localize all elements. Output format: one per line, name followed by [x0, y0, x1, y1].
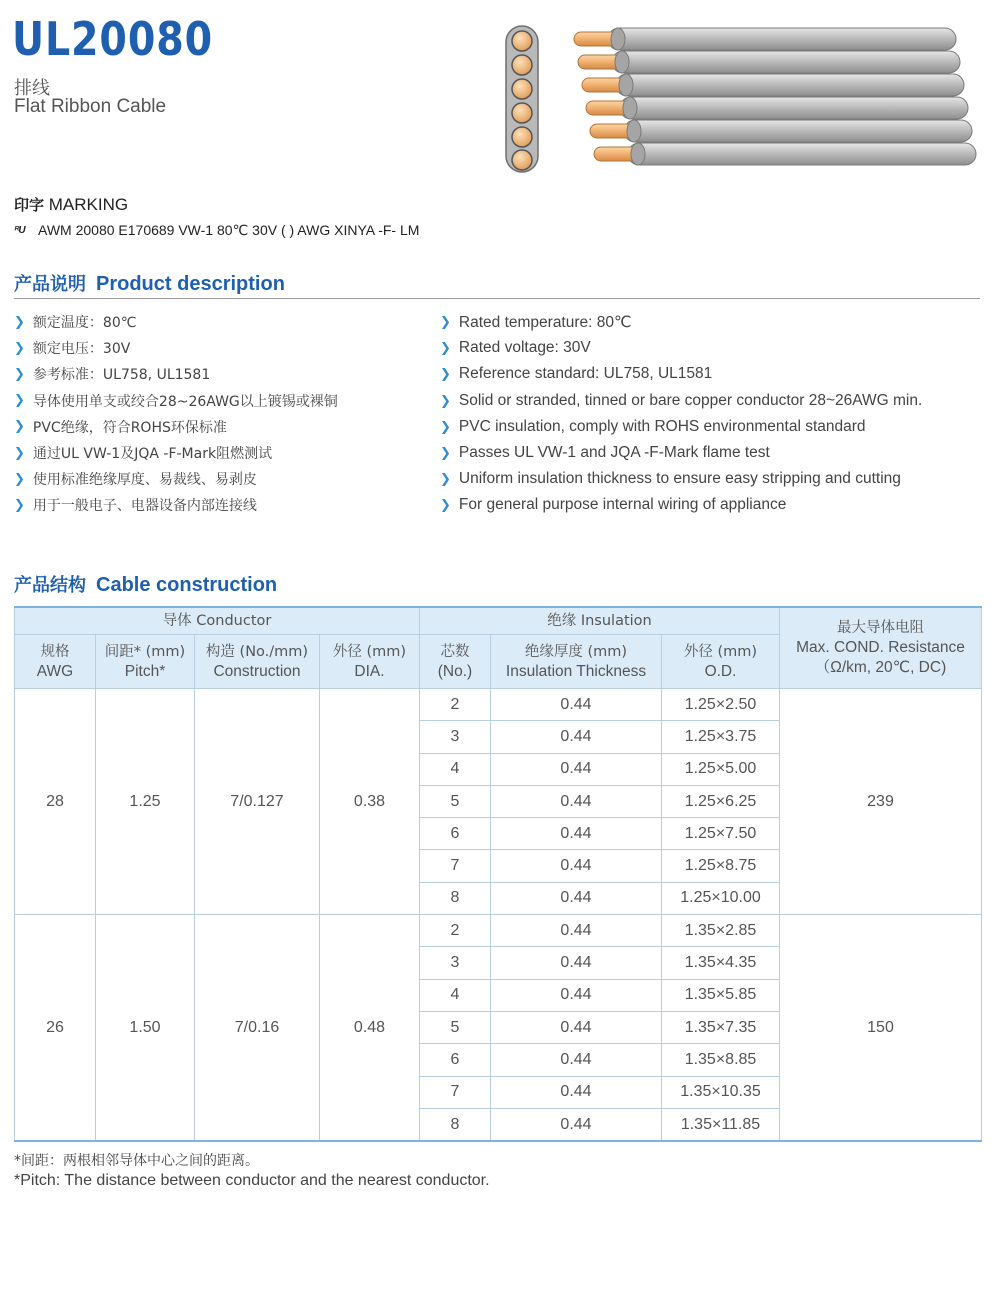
description-item-text: 额定温度：80℃	[32, 315, 137, 332]
cores-cell: 4	[420, 753, 491, 785]
description-item	[440, 361, 922, 387]
description-item	[14, 492, 338, 518]
description-item	[440, 309, 922, 335]
chevron-right-icon: ❯	[440, 392, 451, 408]
od-cell: 1.25×8.75	[662, 850, 780, 882]
description-item	[440, 466, 922, 492]
column-header: 构造 (No./mm) Construction	[195, 635, 320, 689]
column-header: 间距* (mm) Pitch*	[96, 635, 195, 689]
chevron-right-icon: ❯	[440, 445, 451, 461]
cable-cross-section	[506, 26, 538, 172]
description-item-text: For general purpose internal wiring of appliance	[458, 496, 787, 514]
od-cell: 1.35×4.35	[662, 947, 780, 979]
description-item-text: 使用标准绝缘厚度、易裁线、易剥皮	[32, 472, 257, 489]
thickness-cell: 0.44	[491, 1076, 662, 1108]
description-item	[440, 440, 922, 466]
resistance-header: 最大导体电阻 Max. COND. Resistance （Ω/km, 20℃, DC)	[780, 607, 982, 689]
table-row	[15, 689, 982, 721]
description-item-text: Reference standard: UL758, UL1581	[458, 365, 713, 383]
cores-cell: 6	[420, 1044, 491, 1076]
cores-cell: 8	[420, 1108, 491, 1141]
od-cell: 1.25×3.75	[662, 721, 780, 753]
chevron-right-icon: ❯	[14, 419, 25, 435]
chevron-right-icon: ❯	[440, 366, 451, 382]
marking-heading-cn: 印字	[14, 196, 45, 214]
description-list-en	[440, 309, 922, 519]
description-item	[440, 388, 922, 414]
cores-cell: 3	[420, 721, 491, 753]
awg-cell: 26	[15, 915, 96, 1142]
chevron-right-icon: ❯	[14, 445, 25, 461]
construction-table	[14, 606, 982, 1142]
awg-cell: 28	[15, 689, 96, 915]
chevron-right-icon: ❯	[14, 366, 25, 382]
description-item	[440, 492, 922, 518]
marking-heading	[14, 194, 128, 215]
dia-cell: 0.48	[320, 915, 420, 1142]
description-item	[14, 440, 338, 466]
construction-cell: 7/0.16	[195, 915, 320, 1142]
construction-cell: 7/0.127	[195, 689, 320, 915]
product-description-title-en: Product description	[96, 273, 285, 295]
cores-cell: 5	[420, 785, 491, 817]
chevron-right-icon: ❯	[14, 471, 25, 487]
section-divider	[14, 298, 980, 299]
marking-heading-en: MARKING	[48, 195, 129, 214]
cores-cell: 7	[420, 1076, 491, 1108]
subtitle-cn: 排线	[14, 78, 50, 99]
thickness-cell: 0.44	[491, 721, 662, 753]
description-item-text: 用于一般电子、电器设备内部连接线	[32, 498, 257, 515]
thickness-cell: 0.44	[491, 1108, 662, 1141]
model-title: UL20080	[12, 12, 213, 66]
chevron-right-icon: ❯	[440, 471, 451, 487]
thickness-cell: 0.44	[491, 1044, 662, 1076]
description-item	[14, 361, 338, 387]
cores-cell: 8	[420, 882, 491, 914]
conductor-group-header: 导体 Conductor	[15, 607, 420, 635]
chevron-right-icon: ❯	[440, 418, 451, 434]
od-cell: 1.25×6.25	[662, 785, 780, 817]
thickness-cell: 0.44	[491, 689, 662, 721]
thickness-cell: 0.44	[491, 947, 662, 979]
description-item-text: Uniform insulation thickness to ensure easy stripping and cutting	[458, 470, 901, 488]
chevron-right-icon: ❯	[440, 314, 451, 330]
od-cell: 1.35×2.85	[662, 915, 780, 947]
pitch-cell: 1.25	[96, 689, 195, 915]
pitch-note-cn: *间距：两根相邻导体中心之间的距离。	[14, 1153, 259, 1169]
od-cell: 1.35×11.85	[662, 1108, 780, 1141]
od-cell: 1.25×5.00	[662, 753, 780, 785]
description-item-text: 通过UL VW-1及JQA -F-Mark阻燃测试	[32, 446, 273, 463]
dia-cell: 0.38	[320, 689, 420, 915]
od-cell: 1.35×7.35	[662, 1011, 780, 1043]
description-item	[14, 466, 338, 492]
cores-cell: 2	[420, 915, 491, 947]
table-row	[15, 915, 982, 947]
resistance-cell: 150	[780, 915, 982, 1142]
marking-text: AWM 20080 E170689 VW-1 80℃ 30V ( ) AWG XINYA -F- LM	[38, 222, 420, 238]
chevron-right-icon: ❯	[440, 340, 451, 356]
description-item	[14, 309, 338, 335]
thickness-cell: 0.44	[491, 915, 662, 947]
resistance-cell: 239	[780, 689, 982, 915]
od-cell: 1.25×10.00	[662, 882, 780, 914]
cable-construction-title-cn: 产品结构	[14, 575, 86, 596]
product-description-title	[14, 270, 285, 296]
description-item-text: PVC insulation, comply with ROHS environmental standard	[458, 417, 866, 435]
column-header: 芯数 (No.)	[420, 635, 491, 689]
description-item-text: PVC绝缘，符合ROHS环保标准	[32, 419, 227, 436]
ribbon-cable-illustration	[500, 22, 980, 182]
thickness-cell: 0.44	[491, 785, 662, 817]
column-header: 绝缘厚度 (mm) Insulation Thickness	[491, 635, 662, 689]
cable-construction-title	[14, 571, 277, 597]
cores-cell: 6	[420, 818, 491, 850]
cores-cell: 5	[420, 1011, 491, 1043]
chevron-right-icon: ❯	[14, 340, 25, 356]
insulation-group-header: 绝缘 Insulation	[420, 607, 780, 635]
description-item	[14, 414, 338, 440]
cores-cell: 2	[420, 689, 491, 721]
thickness-cell: 0.44	[491, 979, 662, 1011]
ul-mark-icon	[14, 223, 30, 238]
description-item	[440, 414, 922, 440]
description-item-text: 额定电压：30V	[32, 341, 131, 358]
thickness-cell: 0.44	[491, 1011, 662, 1043]
description-item-text: Passes UL VW-1 and JQA -F-Mark flame test	[458, 444, 770, 462]
cable-side-view	[574, 28, 976, 165]
subtitle-en: Flat Ribbon Cable	[14, 96, 167, 117]
chevron-right-icon: ❯	[14, 497, 25, 513]
chevron-right-icon: ❯	[14, 314, 25, 330]
description-item	[14, 335, 338, 361]
description-item	[14, 388, 338, 414]
pitch-note-en: *Pitch: The distance between conductor and the nearest conductor.	[14, 1172, 490, 1189]
description-item-text: Rated temperature: 80℃	[458, 313, 632, 331]
column-header: 外径 (mm) O.D.	[662, 635, 780, 689]
product-description-title-cn: 产品说明	[14, 274, 86, 295]
thickness-cell: 0.44	[491, 818, 662, 850]
od-cell: 1.35×8.85	[662, 1044, 780, 1076]
description-list-cn	[14, 309, 338, 519]
marking-line	[14, 222, 419, 239]
column-header: 规格 AWG	[15, 635, 96, 689]
description-item-text: Solid or stranded, tinned or bare copper conductor 28~26AWG min.	[458, 391, 923, 409]
od-cell: 1.25×7.50	[662, 818, 780, 850]
svg-text:ᴿU: ᴿU	[14, 225, 25, 235]
thickness-cell: 0.44	[491, 753, 662, 785]
od-cell: 1.35×5.85	[662, 979, 780, 1011]
column-header: 外径 (mm) DIA.	[320, 635, 420, 689]
od-cell: 1.25×2.50	[662, 689, 780, 721]
cores-cell: 4	[420, 979, 491, 1011]
cores-cell: 7	[420, 850, 491, 882]
description-item-text: Rated voltage: 30V	[458, 339, 591, 357]
od-cell: 1.35×10.35	[662, 1076, 780, 1108]
pitch-cell: 1.50	[96, 915, 195, 1142]
chevron-right-icon: ❯	[14, 393, 25, 409]
thickness-cell: 0.44	[491, 850, 662, 882]
cores-cell: 3	[420, 947, 491, 979]
description-item-text: 参考标准：UL758, UL1581	[32, 367, 211, 384]
description-item	[440, 335, 922, 361]
cable-construction-title-en: Cable construction	[96, 574, 278, 596]
chevron-right-icon: ❯	[440, 497, 451, 513]
description-item-text: 导体使用单支或绞合28~26AWG以上镀锡或裸铜	[32, 393, 338, 410]
thickness-cell: 0.44	[491, 882, 662, 914]
